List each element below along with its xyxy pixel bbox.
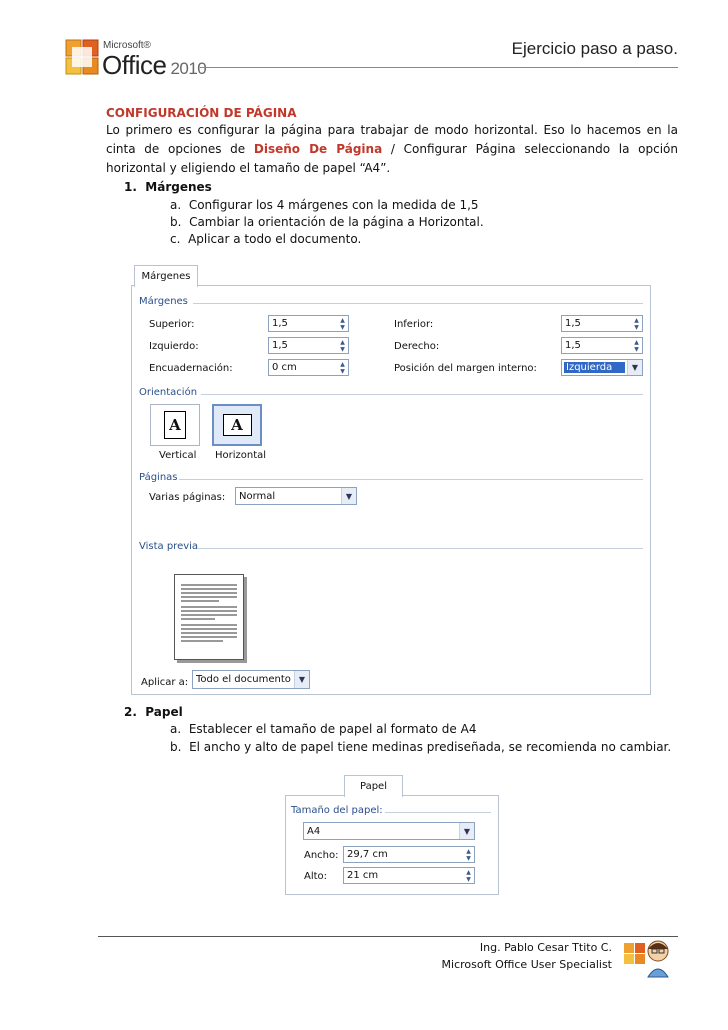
header-title: Ejercicio paso a paso. (511, 39, 678, 58)
derecho-spinner[interactable]: 1,5 ▲ ▼ (561, 337, 643, 354)
logo-microsoft-text: Microsoft® (103, 40, 151, 51)
footer-avatar-icon (622, 937, 674, 979)
page-setup-margins-dialog (131, 265, 651, 695)
section-divider (385, 812, 491, 813)
horizontal-orientation-button[interactable] (212, 404, 262, 446)
spinner-arrows-icon[interactable]: ▲ ▼ (634, 338, 639, 353)
preview-text-lines-icon (175, 575, 243, 659)
spinner-arrows-icon[interactable]: ▲ ▼ (466, 868, 471, 883)
posicion-label: Posición del margen interno: (394, 363, 537, 374)
tab-margins[interactable]: Márgenes (134, 265, 198, 287)
vertical-orientation-button[interactable] (150, 404, 200, 446)
superior-spinner[interactable]: 1,5 ▲ ▼ (268, 315, 349, 332)
page-preview-thumbnail (174, 574, 244, 660)
derecho-label: Derecho: (394, 341, 440, 352)
section-divider (201, 394, 643, 395)
step-1-item: c. Aplicar a todo el documento. (170, 232, 362, 246)
inferior-label: Inferior: (394, 319, 434, 330)
posicion-select[interactable]: Izquierda ▼ (561, 359, 643, 376)
footer-rule (98, 936, 678, 937)
office-logo-icon (64, 38, 100, 76)
varias-paginas-select[interactable]: Normal ▼ (235, 487, 357, 505)
section-divider (179, 479, 643, 480)
chevron-down-icon[interactable]: ▼ (341, 488, 356, 504)
portrait-page-icon: A (164, 411, 186, 439)
izquierdo-spinner[interactable]: 1,5 ▲ ▼ (268, 337, 349, 354)
section-pages-label: Páginas (139, 472, 178, 483)
step-2-item: b. El ancho y alto de papel tiene medinas prediseñada, se recomienda no cambiar. (170, 740, 672, 754)
section-divider (193, 303, 643, 304)
section-margins-label: Márgenes (139, 296, 188, 307)
varias-paginas-label: Varias páginas: (149, 492, 226, 503)
footer-author: Ing. Pablo Cesar Ttito C. (479, 941, 612, 954)
page-setup-paper-dialog (285, 775, 499, 895)
inferior-spinner[interactable]: 1,5 ▲ ▼ (561, 315, 643, 332)
vertical-label[interactable]: Vertical (159, 450, 197, 461)
section-divider (197, 548, 643, 549)
spinner-arrows-icon[interactable]: ▲ ▼ (634, 316, 639, 331)
section-heading: CONFIGURACIÓN DE PÁGINA (106, 106, 297, 120)
landscape-page-icon: A (223, 414, 252, 436)
horizontal-label[interactable]: Horizontal (215, 450, 267, 461)
encuadernacion-label: Encuadernación: (149, 363, 233, 374)
ancho-spinner[interactable]: 29,7 cm ▲ ▼ (343, 846, 475, 863)
step-2-heading: 2. Papel (124, 705, 183, 719)
spinner-arrows-icon[interactable]: ▲ ▼ (466, 847, 471, 862)
spinner-arrows-icon[interactable]: ▲ ▼ (340, 338, 345, 353)
superior-label: Superior: (149, 319, 195, 330)
header-rule (200, 67, 678, 68)
ribbon-tab-reference: Diseño De Página (253, 142, 383, 156)
alto-spinner[interactable]: 21 cm ▲ ▼ (343, 867, 475, 884)
izquierdo-label: Izquierdo: (149, 341, 199, 352)
footer-credential: Microsoft Office User Specialist (441, 958, 612, 971)
paper-size-select[interactable]: A4 ▼ (303, 822, 475, 840)
step-2-item: a. Establecer el tamaño de papel al formato de A4 (170, 722, 477, 736)
spinner-arrows-icon[interactable]: ▲ ▼ (340, 360, 345, 375)
step-1-item: b. Cambiar la orientación de la página a Horizontal. (170, 215, 484, 229)
aplicar-select[interactable]: Todo el documento ▼ (192, 670, 310, 689)
chevron-down-icon[interactable]: ▼ (627, 360, 642, 375)
tab-paper[interactable]: Papel (344, 775, 403, 797)
section-preview-label: Vista previa (139, 541, 199, 552)
encuadernacion-spinner[interactable]: 0 cm ▲ ▼ (268, 359, 349, 376)
ancho-label: Ancho: (304, 850, 339, 861)
intro-paragraph: Lo primero es configurar la página para trabajar de modo horizontal. Eso lo hacemos en la cinta de opciones de Diseño De Página / Configurar Página seleccionando la opción horizontal y eligiendo el tamaño de papel “A4”. (106, 123, 679, 175)
spinner-arrows-icon[interactable]: ▲ ▼ (340, 316, 345, 331)
section-orientation-label: Orientación (139, 387, 198, 398)
logo-office-text: Office 2010 (102, 50, 207, 80)
chevron-down-icon[interactable]: ▼ (294, 671, 309, 688)
step-1-heading: 1. Márgenes (124, 180, 212, 194)
alto-label: Alto: (304, 871, 328, 882)
chevron-down-icon[interactable]: ▼ (459, 823, 474, 839)
aplicar-label: Aplicar a: (141, 677, 189, 688)
paper-size-section-label: Tamaño del papel: (291, 805, 383, 816)
step-1-item: a. Configurar los 4 márgenes con la medida de 1,5 (170, 198, 479, 212)
